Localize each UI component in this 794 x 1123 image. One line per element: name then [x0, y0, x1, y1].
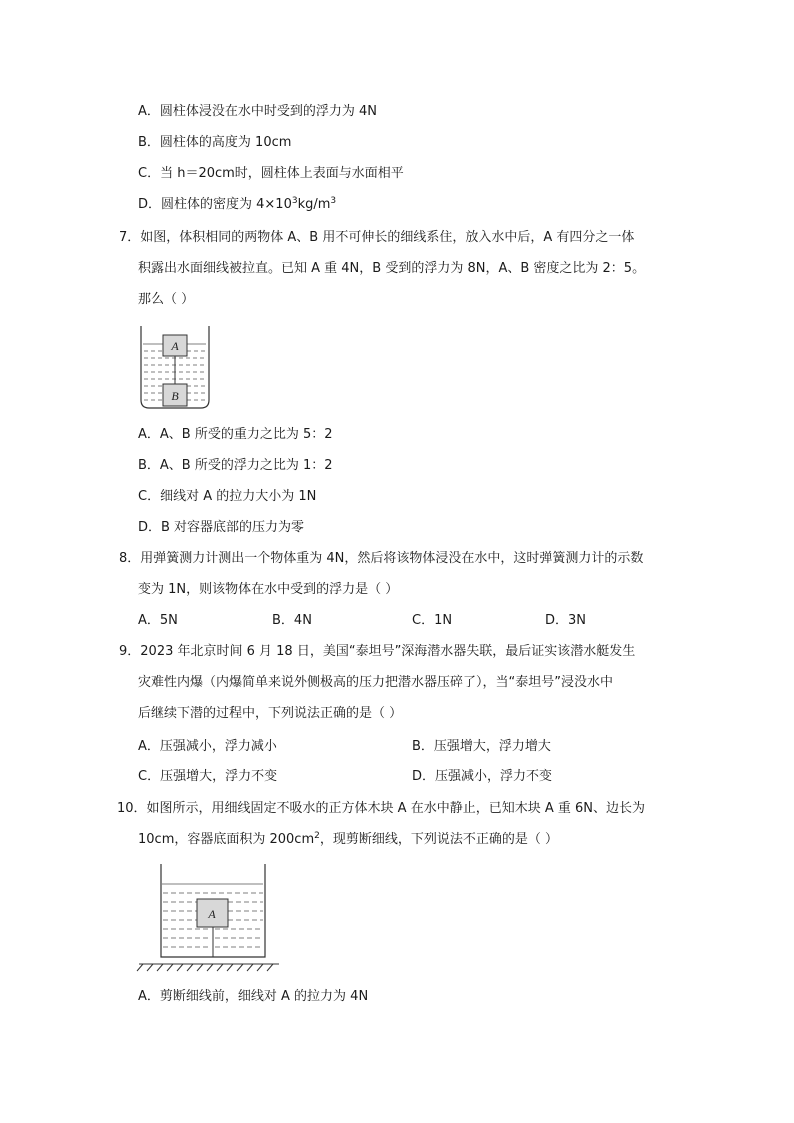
q9-stem-line-3: 后继续下潜的过程中，下列说法正确的是（ ） [138, 706, 403, 721]
q10-option-a: A．剪断细线前，细线对 A 的拉力为 4N [138, 989, 369, 1004]
q6-option-d [138, 197, 336, 213]
q6-option-d-mid: kg/m [297, 197, 331, 212]
q9-option-d: D．压强减小，浮力不变 [412, 769, 553, 784]
q7-stem-line-2: 积露出水面细线被拉直。已知 A 重 4N，B 受到的浮力为 8N，A、B 密度之比为 2：5。 [138, 261, 646, 276]
q7-stem-line-1: 7．如图，体积相同的两物体 A、B 用不可伸长的细线系住，放入水中后，A 有四分之一体 [119, 230, 635, 245]
q9-stem-line-2: 灾难性内爆（内爆简单来说外侧极高的压力把潜水器压碎了），当“泰坦号”浸没水中 [138, 675, 613, 690]
q10-figure [135, 862, 285, 974]
q7-option-c: C．细线对 A 的拉力大小为 1N [138, 489, 317, 504]
q9-stem-line-1: 9．2023 年北京时间 6 月 18 日，美国“泰坦号”深海潜水器失联，最后证实该潜水艇发生 [119, 644, 636, 659]
q10-stem-line-2-prefix: 10cm，容器底面积为 200cm [138, 832, 315, 847]
q9-option-c: C．压强增大，浮力不变 [138, 769, 278, 784]
q6-option-b: B．圆柱体的高度为 10cm [138, 135, 292, 150]
q10-ground [137, 964, 279, 971]
q10-stem-line-2-sup: 2 [314, 831, 320, 841]
q9-option-a: A．压强减小，浮力减小 [138, 739, 277, 754]
q8-stem-line-2: 变为 1N，则该物体在水中受到的浮力是（ ） [138, 582, 399, 597]
q6-option-d-prefix: D．圆柱体的密度为 4×10 [138, 197, 292, 212]
q7-block-b-label: B [171, 389, 179, 403]
q8-option-d: D．3N [545, 613, 587, 628]
q9-option-b: B．压强增大，浮力增大 [412, 739, 551, 754]
q8-option-a: A．5N [138, 613, 178, 628]
q10-stem-line-2-suffix: ，现剪断细线，下列说法不正确的是（ ） [319, 832, 558, 847]
q10-stem-line-2 [138, 832, 558, 848]
q7-figure [130, 322, 220, 417]
q8-option-b: B．4N [272, 613, 312, 628]
q6-option-d-sup2: 3 [330, 196, 337, 206]
q7-option-a: A．A、B 所受的重力之比为 5：2 [138, 427, 333, 442]
q7-stem-line-3: 那么（ ） [138, 292, 195, 307]
q8-stem-line-1: 8．用弹簧测力计测出一个物体重为 4N，然后将该物体浸没在水中，这时弹簧测力计的示数 [119, 551, 644, 566]
q7-option-b: B．A、B 所受的浮力之比为 1：2 [138, 458, 333, 473]
q8-option-c: C．1N [412, 613, 453, 628]
q10-stem-line-1: 10．如图所示，用细线固定不吸水的正方体木块 A 在水中静止，已知木块 A 重 6N、边长为 [117, 801, 645, 816]
q7-block-a-label: A [171, 339, 179, 353]
q6-option-c: C．当 h＝20cm时，圆柱体上表面与水面相平 [138, 166, 404, 181]
q6-option-a: A．圆柱体浸没在水中时受到的浮力为 4N [138, 104, 378, 119]
q7-option-d: D．B 对容器底部的压力为零 [138, 520, 305, 535]
q10-block-a-label: A [208, 907, 216, 921]
q6-option-d-sup1: 3 [291, 196, 298, 206]
